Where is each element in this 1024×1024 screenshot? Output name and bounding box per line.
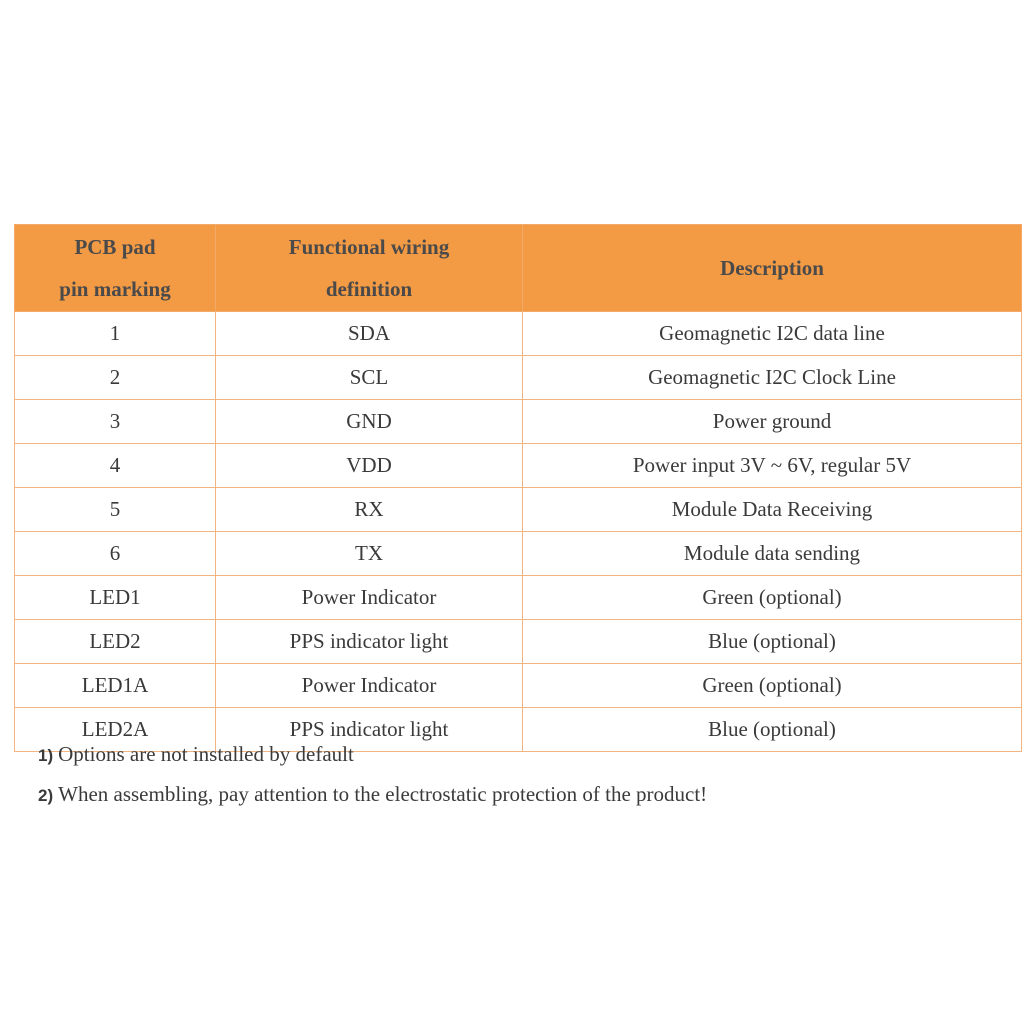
wiring-definition-cell: RX [216, 488, 523, 532]
pin-marking-cell: 4 [15, 444, 216, 488]
footnote-number: 1) [38, 746, 54, 765]
table-row [15, 576, 1022, 620]
description-cell: Blue (optional) [523, 620, 1022, 664]
header-pcb-pad-pin-marking [15, 225, 216, 312]
wiring-definition-cell: Power Indicator [216, 576, 523, 620]
header-line: pin marking [59, 277, 171, 301]
description-cell: Blue (optional) [523, 708, 1022, 752]
wiring-definition-cell: GND [216, 400, 523, 444]
header-line: definition [325, 277, 413, 301]
header-functional-wiring-definition [216, 225, 523, 312]
table-row [15, 488, 1022, 532]
description-cell: Module Data Receiving [523, 488, 1022, 532]
pin-marking-cell: 3 [15, 400, 216, 444]
wiring-definition-cell: Power Indicator [216, 664, 523, 708]
table-row [15, 532, 1022, 576]
header-line: Functional wiring [288, 235, 450, 259]
pin-marking-cell: 6 [15, 532, 216, 576]
footnote-1 [38, 742, 354, 767]
description-cell: Power input 3V ~ 6V, regular 5V [523, 444, 1022, 488]
header-description [523, 225, 1022, 312]
footnote-2 [38, 782, 707, 807]
table-row [15, 356, 1022, 400]
table-row [15, 444, 1022, 488]
description-cell: Green (optional) [523, 576, 1022, 620]
wiring-definition-cell: TX [216, 532, 523, 576]
pin-marking-cell: 5 [15, 488, 216, 532]
description-cell: Module data sending [523, 532, 1022, 576]
pin-definition-table [14, 224, 1022, 752]
footnote-number: 2) [38, 786, 54, 805]
description-cell: Geomagnetic I2C Clock Line [523, 356, 1022, 400]
table-row [15, 312, 1022, 356]
pin-marking-cell: LED2 [15, 620, 216, 664]
wiring-definition-cell: PPS indicator light [216, 620, 523, 664]
pin-marking-cell: 2 [15, 356, 216, 400]
description-cell: Green (optional) [523, 664, 1022, 708]
wiring-definition-cell: PPS indicator light [216, 708, 523, 752]
table-row [15, 620, 1022, 664]
pin-marking-cell: LED1A [15, 664, 216, 708]
footnote-text: When assembling, pay attention to the electrostatic protection of the product! [58, 782, 708, 806]
wiring-definition-cell: VDD [216, 444, 523, 488]
footnote-text: Options are not installed by default [58, 742, 354, 766]
description-cell: Geomagnetic I2C data line [523, 312, 1022, 356]
wiring-definition-cell: SDA [216, 312, 523, 356]
table-header-row [15, 225, 1022, 312]
header-line: PCB pad [74, 235, 156, 259]
pin-marking-cell: LED1 [15, 576, 216, 620]
description-cell: Power ground [523, 400, 1022, 444]
wiring-definition-cell: SCL [216, 356, 523, 400]
pin-marking-cell: 1 [15, 312, 216, 356]
pin-marking-cell: LED2A [15, 708, 216, 752]
header-line: Description [720, 256, 824, 280]
table-row [15, 400, 1022, 444]
table-row [15, 664, 1022, 708]
